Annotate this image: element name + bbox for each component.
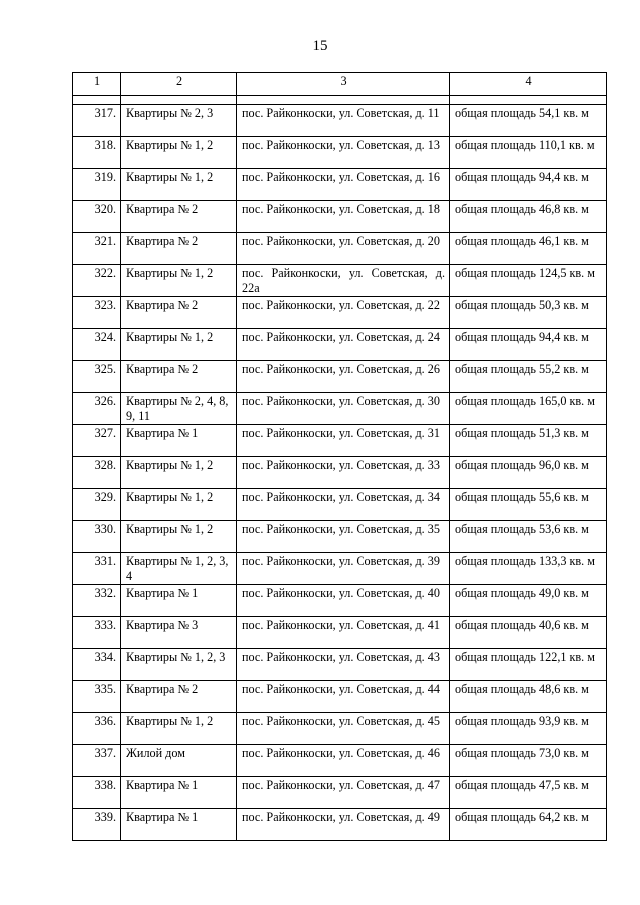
object-address: пос. Райконкоски, ул. Советская, д. 45	[237, 713, 450, 745]
object-area: общая площадь 51,3 кв. м	[450, 425, 607, 457]
row-number: 327.	[73, 425, 121, 457]
table-row	[73, 489, 607, 521]
object-address: пос. Райконкоски, ул. Советская, д. 47	[237, 777, 450, 809]
spacer-cell	[73, 96, 121, 105]
object-name: Квартиры № 1, 2	[121, 265, 237, 297]
row-number: 337.	[73, 745, 121, 777]
object-area: общая площадь 46,8 кв. м	[450, 201, 607, 233]
spacer-cell	[121, 96, 237, 105]
row-number: 321.	[73, 233, 121, 265]
table-row	[73, 553, 607, 585]
object-area: общая площадь 133,3 кв. м	[450, 553, 607, 585]
property-table	[72, 72, 607, 841]
object-area: общая площадь 54,1 кв. м	[450, 105, 607, 137]
table-row	[73, 809, 607, 841]
object-name: Квартиры № 2, 4, 8, 9, 11	[121, 393, 237, 425]
object-name: Квартира № 2	[121, 201, 237, 233]
object-area: общая площадь 49,0 кв. м	[450, 585, 607, 617]
object-area: общая площадь 48,6 кв. м	[450, 681, 607, 713]
row-number: 336.	[73, 713, 121, 745]
object-area: общая площадь 165,0 кв. м	[450, 393, 607, 425]
row-number: 319.	[73, 169, 121, 201]
object-area: общая площадь 94,4 кв. м	[450, 329, 607, 361]
spacer-cell	[237, 96, 450, 105]
row-number: 332.	[73, 585, 121, 617]
object-area: общая площадь 55,6 кв. м	[450, 489, 607, 521]
object-name: Квартиры № 1, 2	[121, 713, 237, 745]
spacer-cell	[450, 96, 607, 105]
object-name: Квартиры № 2, 3	[121, 105, 237, 137]
row-number: 320.	[73, 201, 121, 233]
table-row	[73, 169, 607, 201]
row-number: 324.	[73, 329, 121, 361]
header-spacer-row	[73, 96, 607, 105]
object-name: Квартиры № 1, 2	[121, 489, 237, 521]
object-area: общая площадь 122,1 кв. м	[450, 649, 607, 681]
object-name: Квартира № 2	[121, 297, 237, 329]
object-address: пос. Райконкоски, ул. Советская, д. 11	[237, 105, 450, 137]
table-row	[73, 585, 607, 617]
object-address: пос. Райконкоски, ул. Советская, д. 49	[237, 809, 450, 841]
object-address: пос. Райконкоски, ул. Советская, д. 46	[237, 745, 450, 777]
column-header-3: 3	[237, 73, 450, 96]
table-row	[73, 713, 607, 745]
object-name: Жилой дом	[121, 745, 237, 777]
table-row	[73, 745, 607, 777]
object-address: пос. Райконкоски, ул. Советская, д. 16	[237, 169, 450, 201]
object-address: пос. Райконкоски, ул. Советская, д. 31	[237, 425, 450, 457]
table-row	[73, 137, 607, 169]
object-name: Квартиры № 1, 2	[121, 457, 237, 489]
row-number: 338.	[73, 777, 121, 809]
object-area: общая площадь 50,3 кв. м	[450, 297, 607, 329]
object-name: Квартиры № 1, 2, 3, 4	[121, 553, 237, 585]
object-address: пос. Райконкоски, ул. Советская, д. 40	[237, 585, 450, 617]
object-area: общая площадь 73,0 кв. м	[450, 745, 607, 777]
object-name: Квартира № 1	[121, 585, 237, 617]
table-row	[73, 649, 607, 681]
object-area: общая площадь 55,2 кв. м	[450, 361, 607, 393]
object-address: пос. Райконкоски, ул. Советская, д. 13	[237, 137, 450, 169]
object-name: Квартиры № 1, 2	[121, 521, 237, 553]
table-row	[73, 265, 607, 297]
row-number: 329.	[73, 489, 121, 521]
object-area: общая площадь 110,1 кв. м	[450, 137, 607, 169]
object-address: пос. Райконкоски, ул. Советская, д. 33	[237, 457, 450, 489]
object-address: пос. Райконкоски, ул. Советская, д. 26	[237, 361, 450, 393]
object-address: пос. Райконкоски, ул. Советская, д. 34	[237, 489, 450, 521]
table-row	[73, 425, 607, 457]
object-name: Квартиры № 1, 2	[121, 329, 237, 361]
object-address: пос. Райконкоски, ул. Советская, д. 22	[237, 297, 450, 329]
object-name: Квартиры № 1, 2, 3	[121, 649, 237, 681]
object-area: общая площадь 96,0 кв. м	[450, 457, 607, 489]
table-row	[73, 617, 607, 649]
object-address: пос. Райконкоски, ул. Советская, д. 41	[237, 617, 450, 649]
row-number: 325.	[73, 361, 121, 393]
object-address: пос. Райконкоски, ул. Советская, д. 39	[237, 553, 450, 585]
object-name: Квартира № 2	[121, 361, 237, 393]
column-header-4: 4	[450, 73, 607, 96]
row-number: 334.	[73, 649, 121, 681]
table-row	[73, 457, 607, 489]
row-number: 318.	[73, 137, 121, 169]
object-name: Квартиры № 1, 2	[121, 169, 237, 201]
row-number: 335.	[73, 681, 121, 713]
table-row	[73, 201, 607, 233]
object-name: Квартира № 1	[121, 777, 237, 809]
object-name: Квартиры № 1, 2	[121, 137, 237, 169]
object-address: пос. Райконкоски, ул. Советская, д. 18	[237, 201, 450, 233]
object-area: общая площадь 94,4 кв. м	[450, 169, 607, 201]
object-area: общая площадь 64,2 кв. м	[450, 809, 607, 841]
object-address: пос. Райконкоски, ул. Советская, д. 24	[237, 329, 450, 361]
table-header	[73, 73, 607, 105]
column-number-row	[73, 73, 607, 96]
object-address: пос. Райконкоски, ул. Советская, д. 35	[237, 521, 450, 553]
object-area: общая площадь 47,5 кв. м	[450, 777, 607, 809]
table-body	[73, 105, 607, 841]
table-row	[73, 361, 607, 393]
row-number: 330.	[73, 521, 121, 553]
row-number: 331.	[73, 553, 121, 585]
column-header-2: 2	[121, 73, 237, 96]
object-area: общая площадь 124,5 кв. м	[450, 265, 607, 297]
object-address: пос. Райконкоски, ул. Советская, д. 44	[237, 681, 450, 713]
object-name: Квартира № 2	[121, 681, 237, 713]
object-area: общая площадь 93,9 кв. м	[450, 713, 607, 745]
object-area: общая площадь 53,6 кв. м	[450, 521, 607, 553]
object-area: общая площадь 46,1 кв. м	[450, 233, 607, 265]
object-address: пос. Райконкоски, ул. Советская, д. 22а	[237, 265, 450, 297]
row-number: 339.	[73, 809, 121, 841]
row-number: 326.	[73, 393, 121, 425]
object-name: Квартира № 1	[121, 809, 237, 841]
object-area: общая площадь 40,6 кв. м	[450, 617, 607, 649]
object-name: Квартира № 3	[121, 617, 237, 649]
row-number: 333.	[73, 617, 121, 649]
row-number: 322.	[73, 265, 121, 297]
object-name: Квартира № 1	[121, 425, 237, 457]
row-number: 328.	[73, 457, 121, 489]
table-row	[73, 297, 607, 329]
table-row	[73, 521, 607, 553]
table-row	[73, 681, 607, 713]
object-address: пос. Райконкоски, ул. Советская, д. 30	[237, 393, 450, 425]
row-number: 317.	[73, 105, 121, 137]
table-row	[73, 233, 607, 265]
table-row	[73, 393, 607, 425]
object-name: Квартира № 2	[121, 233, 237, 265]
table-row	[73, 105, 607, 137]
column-header-1: 1	[73, 73, 121, 96]
object-address: пос. Райконкоски, ул. Советская, д. 43	[237, 649, 450, 681]
table-row	[73, 329, 607, 361]
table-row	[73, 777, 607, 809]
page-number: 15	[312, 38, 328, 54]
row-number: 323.	[73, 297, 121, 329]
object-address: пос. Райконкоски, ул. Советская, д. 20	[237, 233, 450, 265]
